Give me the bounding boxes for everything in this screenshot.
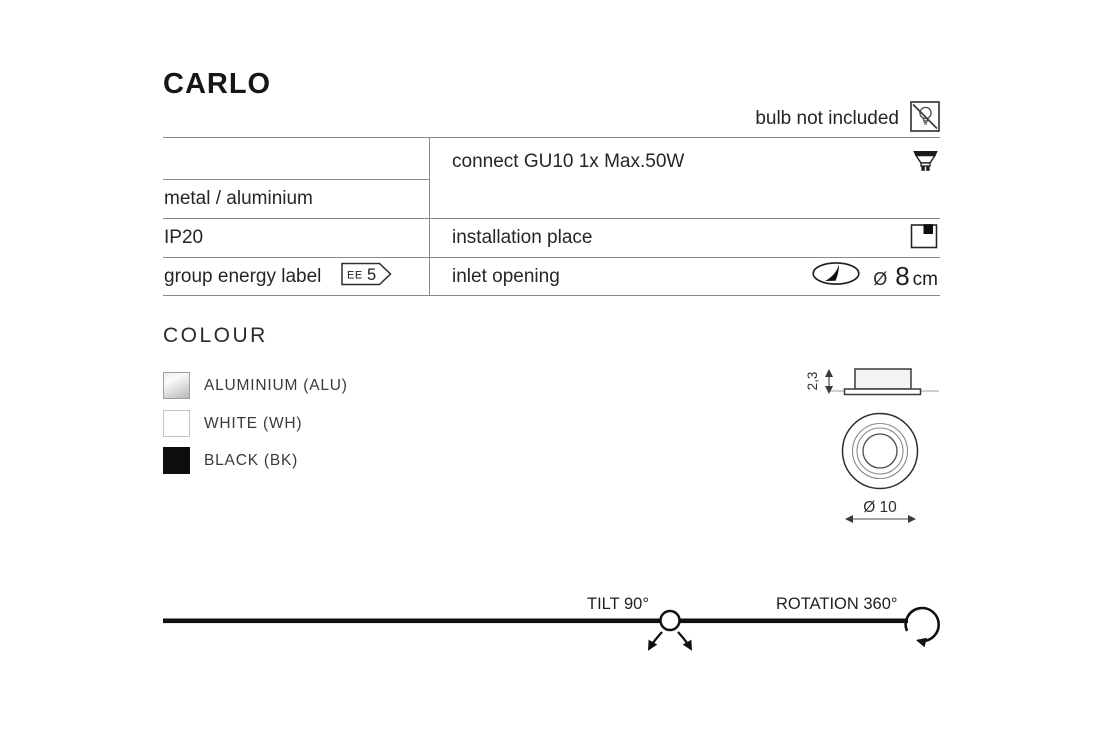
white-swatch	[163, 410, 190, 437]
recessed-mount-icon	[910, 221, 938, 255]
mounting-bar-line	[163, 619, 908, 624]
energy-badge-prefix: EE	[347, 269, 364, 281]
aluminium-swatch	[163, 372, 190, 399]
swatch-row-aluminium	[163, 372, 348, 399]
spec-table-right-column	[430, 138, 940, 295]
table-row-installation	[430, 219, 940, 258]
inlet-diameter-value	[873, 261, 938, 292]
diameter-dimension-label: Ø 10	[863, 499, 897, 516]
tilt-arrow-left-icon	[649, 632, 662, 649]
energy-label-text: group energy label	[164, 265, 322, 287]
height-dimension-label: 2,3	[805, 371, 820, 391]
table-row-material	[163, 180, 429, 219]
table-row-ip-rating	[163, 219, 429, 258]
rotation-label: ROTATION 360°	[776, 595, 898, 613]
tilt-arrow-right-icon	[678, 632, 691, 649]
energy-badge-value: 5	[367, 265, 377, 284]
bulb-note	[718, 101, 940, 137]
table-row-empty	[163, 138, 429, 180]
gu10-bulb-icon	[913, 150, 938, 180]
diameter-unit: cm	[912, 269, 938, 290]
page-title: CARLO	[163, 68, 272, 100]
white-swatch-label: WHITE (WH)	[204, 414, 303, 432]
fixture-body-side-view	[855, 369, 911, 389]
installation-label: installation place	[452, 227, 593, 248]
tilt-pivot-icon	[661, 611, 680, 630]
motion-diagram	[150, 585, 960, 685]
material-label: metal / aluminium	[164, 188, 313, 209]
rotation-arrow-icon	[906, 608, 939, 641]
spec-table	[163, 137, 940, 296]
table-row-energy-label	[163, 258, 429, 295]
tilt-label: TILT 90°	[587, 595, 649, 613]
ip-rating-label: IP20	[164, 227, 204, 248]
no-bulb-icon	[910, 101, 940, 137]
diameter-symbol: Ø	[873, 269, 888, 289]
table-row-connect	[430, 138, 940, 219]
table-row-inlet	[430, 258, 940, 295]
top-view-outer-circle	[843, 414, 918, 489]
black-swatch-label: BLACK (BK)	[204, 451, 299, 469]
spec-table-left-column	[163, 138, 430, 295]
black-swatch	[163, 447, 190, 474]
fixture-trim-side-view	[845, 389, 921, 395]
bulb-note-label: bulb not included	[755, 108, 899, 129]
swatch-row-white	[163, 410, 302, 437]
inlet-label: inlet opening	[452, 265, 560, 287]
aluminium-swatch-label: ALUMINIUM (ALU)	[204, 376, 348, 394]
diameter-number: 8	[895, 261, 910, 291]
inlet-hole-icon	[811, 261, 861, 292]
technical-drawing	[795, 350, 960, 540]
colour-heading: COLOUR	[163, 324, 268, 347]
swatch-row-black	[163, 447, 298, 474]
energy-class-badge	[341, 262, 392, 292]
connect-label: connect GU10 1x Max.50W	[452, 151, 685, 172]
